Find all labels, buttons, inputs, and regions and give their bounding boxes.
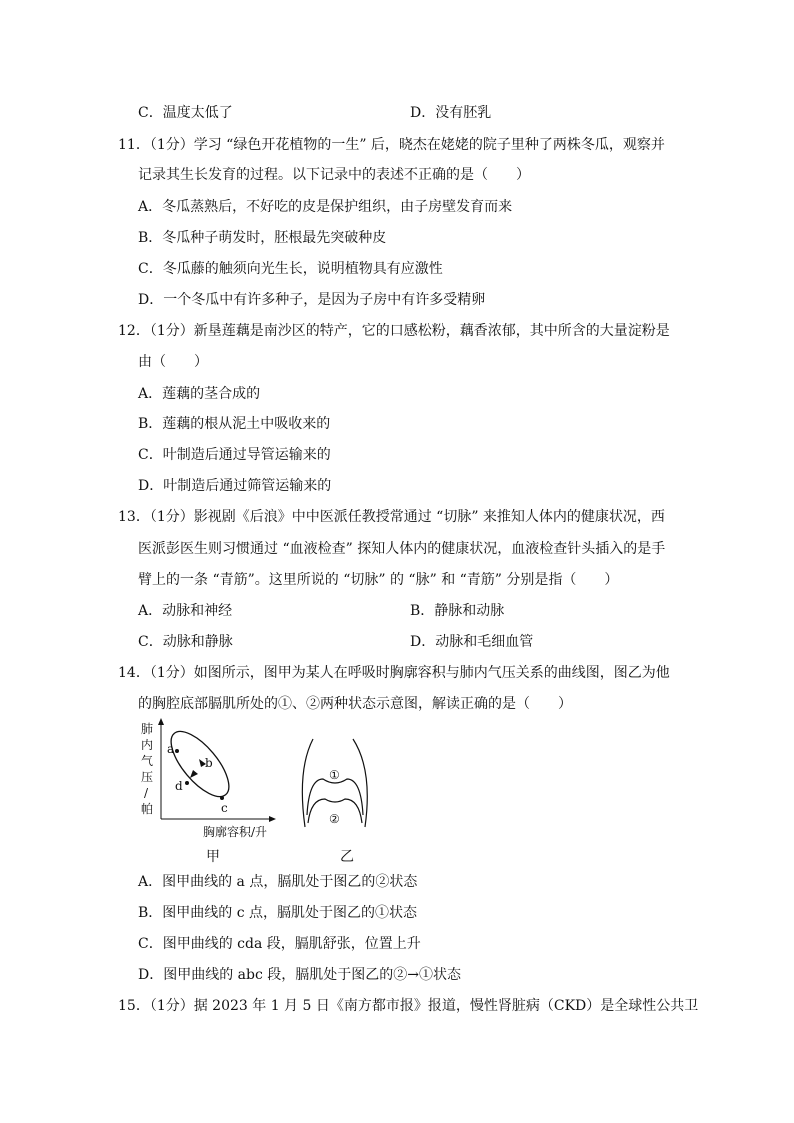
q12-option-b: B．莲藕的根从泥土中吸收来的 <box>138 416 331 432</box>
fig-ylabel-char: 气 <box>141 754 154 768</box>
q11-option-d: D．一个冬瓜中有许多种子，是因为子房中有许多受精卵 <box>138 292 486 308</box>
fig-point-b: b <box>205 756 213 770</box>
q13-option-c: C．动脉和静脉 <box>138 634 233 650</box>
q13-option-b: B．静脉和动脉 <box>410 603 505 619</box>
q11-option-a: A．冬瓜蒸熟后，不好吃的皮是保护组织，由子房壁发育而来 <box>138 199 513 215</box>
q15-stem-line1: 15．（1分）据 2023 年 1 月 5 日《南方都市报》报道，慢性肾脏病（CKD）是全球性公共卫 <box>118 998 699 1014</box>
q12-option-d: D．叶制造后通过筛管运输来的 <box>138 478 332 494</box>
fig-point-c: c <box>221 801 228 815</box>
fig-pressure-volume-loop <box>161 722 238 805</box>
fig-diaphragm-state-1 <box>307 779 363 815</box>
q14-option-b: B．图甲曲线的 c 点，膈肌处于图乙的①状态 <box>138 905 418 921</box>
q11-stem-line2: 记录其生长发育的过程。以下记录中的表述不正确的是（ ） <box>138 167 530 183</box>
fig-x-arrow <box>269 816 276 822</box>
fig-ylabel-char: 内 <box>141 738 154 752</box>
q10-option-c: C．温度太低了 <box>138 105 233 121</box>
fig-state-2: ② <box>329 812 340 826</box>
q10-option-d: D．没有胚乳 <box>410 105 492 121</box>
q14-option-a: A．图甲曲线的 a 点，膈肌处于图乙的②状态 <box>138 874 418 890</box>
fig-ylabel-char: / <box>144 786 149 800</box>
q13-option-d: D．动脉和毛细血管 <box>410 634 534 650</box>
q14-figure <box>135 715 395 865</box>
q14-option-d: D．图甲曲线的 abc 段，膈肌处于图乙的②→①状态 <box>138 967 462 983</box>
q11-option-c: C．冬瓜藤的触须向光生长，说明植物具有应激性 <box>138 261 443 277</box>
fig-state-1: ① <box>329 768 340 782</box>
q11-option-b: B．冬瓜种子萌发时，胚根最先突破种皮 <box>138 230 387 246</box>
fig-ylabel-char: 帕 <box>141 802 154 816</box>
q12-option-a: A．莲藕的茎合成的 <box>138 386 261 402</box>
fig-point-d-dot <box>185 781 189 785</box>
q12-stem-line2: 由（ ） <box>138 354 208 370</box>
q12-stem-line1: 12．（1分）新垦莲藕是南沙区的特产，它的口感松粉，藕香浓郁，其中所含的大量淀粉是 <box>118 323 670 339</box>
fig-label-jia: 甲 <box>206 849 220 865</box>
q14-option-c: C．图甲曲线的 cda 段，膈肌舒张，位置上升 <box>138 936 421 952</box>
fig-xlabel: 胸廓容积/升 <box>203 825 268 839</box>
fig-arrow-cd <box>190 770 198 778</box>
fig-ylabel-char: 肺 <box>141 722 154 736</box>
fig-point-a: a <box>167 742 175 756</box>
q11-stem-line1: 11．（1分）学习 “绿色开花植物的一生” 后，晓杰在姥姥的院子里种了两株冬瓜，观察并 <box>118 137 665 153</box>
fig-y-arrow <box>158 718 164 725</box>
fig-label-yi: 乙 <box>340 849 354 865</box>
q13-option-a: A．动脉和神经 <box>138 603 233 619</box>
q13-stem-line2: 医派彭医生则习惯通过 “血液检查” 探知人体内的健康状况，血液检查针头插入的是手 <box>138 541 666 557</box>
q12-option-c: C．叶制造后通过导管运输来的 <box>138 447 331 463</box>
fig-ylabel-char: 压 <box>141 770 154 784</box>
q14-stem-line2: 的胸腔底部膈肌所处的①、②两种状态示意图，解读正确的是（ ） <box>138 696 572 712</box>
fig-point-d: d <box>175 779 183 793</box>
q14-stem-line1: 14．（1分）如图所示，图甲为某人在呼吸时胸廓容积与肺内气压关系的曲线图，图乙为他 <box>118 665 670 681</box>
q13-stem-line1: 13．（1分）影视剧《后浪》中中医派任教授常通过 “切脉” 来推知人体内的健康状况，西 <box>118 509 665 525</box>
fig-point-a-dot <box>175 749 179 753</box>
q13-stem-line3: 臂上的一条 “青筋”。这里所说的 “切脉” 的 “脉” 和 “青筋” 分别是指（ ） <box>138 572 619 588</box>
fig-point-c-dot <box>220 796 224 800</box>
